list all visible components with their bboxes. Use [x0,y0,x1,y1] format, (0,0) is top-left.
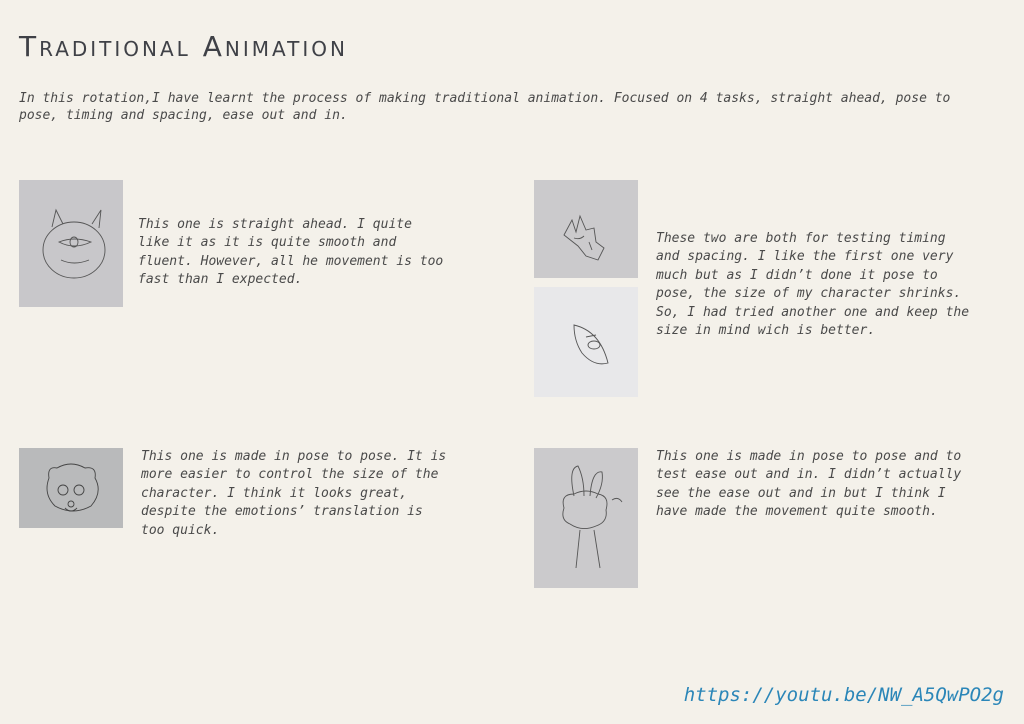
intro-text: In this rotation,I have learnt the process of making traditional animation. Focused on 4 tasks, straight ahead, pose to pose, timing and spacing, ease out and in. [19,91,951,123]
timing-spacing-description: These two are both for testing timing and spacing. I like the first one very much but as I didn’t done it pose to pose, the size of my character shrinks. So, I had tried another one and keep the size in mind wich is better. [656,231,970,339]
ease-out-in-description: This one is made in pose to pose and to test ease out and in. I didn’t actually see the ease out and in but I think I have made the movement quite smooth. [656,449,962,520]
ease-out-in-sketch-image [534,448,638,588]
straight-ahead-sketch-image [19,180,123,307]
pose-to-pose-description: This one is made in pose to pose. It is more easier to control the size of the character. I think it looks great, despite the emotions’ translation is too quick. [141,449,447,538]
straight-ahead-description: This one is straight ahead. I quite like it as it is quite smooth and fluent. However, all he movement is too fast than I expected. [138,217,444,288]
pose-to-pose-sketch-image [19,448,123,528]
timing-spacing-sketch-image-1 [534,180,638,278]
page-title: Traditional Animation [19,30,348,63]
youtube-link[interactable]: https://youtu.be/NW_A5QwPO2g [683,684,1004,706]
timing-spacing-sketch-image-2 [534,287,638,397]
